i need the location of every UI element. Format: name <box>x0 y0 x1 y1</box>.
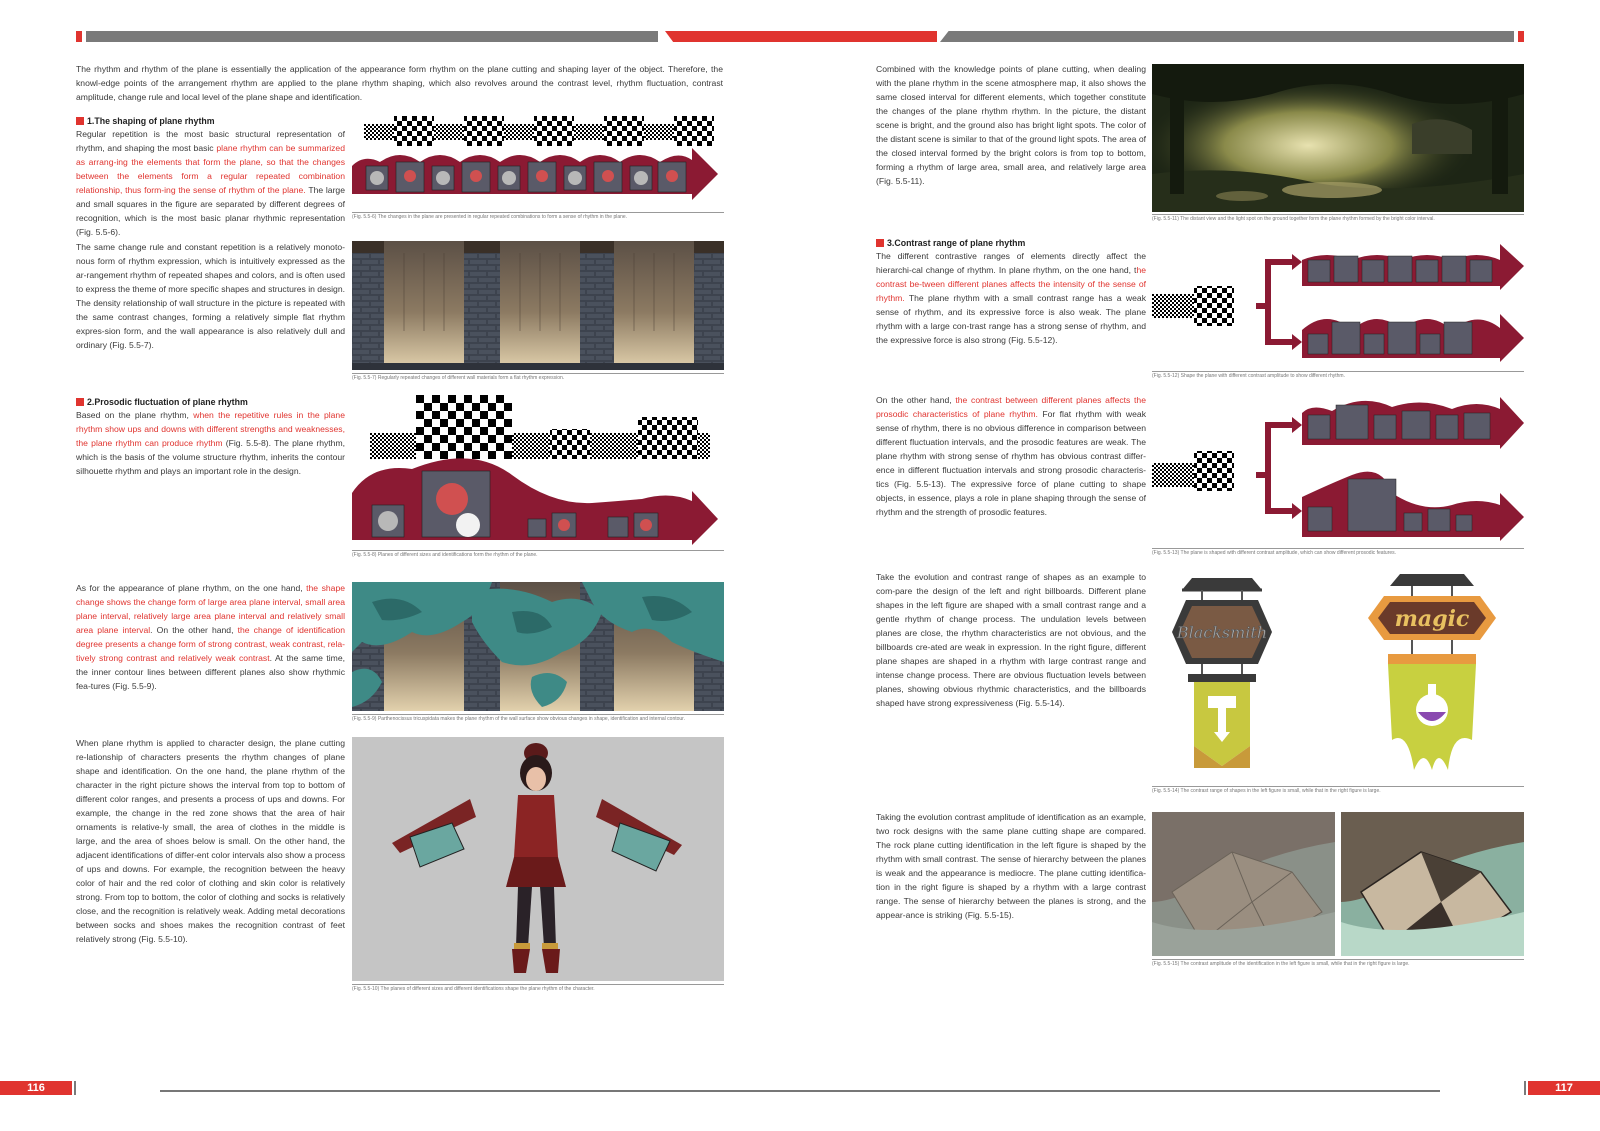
heading-marker-icon <box>76 117 84 125</box>
figure-5-5-9 <box>352 582 724 711</box>
section-heading-3: 3.Contrast range of plane rhythm <box>876 237 1025 249</box>
body-text: The large and small squares in the figure are separated by different degrees of recognition, which is the most basic planar rhythmic representation (Fig. 5.5-6). <box>76 185 345 237</box>
body-text: Taking the evolution contrast amplitude of identification as an example, two rock designs with the same plane cutting shape are compared. The rock plane cutting identification in the left figure is shaped by the rhythm with small contrast. The sense of hierarchy between the planes is weak and the appearance is mediocre. The plane cutting identifica-tion in the right figure is shaped by a rhythm with a large contrast range. The sense of hierarchy between the planes is strong, and the appear-ance is striking (Fig. 5.5-15). <box>876 812 1146 920</box>
paragraph-10 <box>876 810 1146 922</box>
caption-5-5-13: (Fig. 5.5-13) The plane is shaped with different contrast amplitude, which can show different prosodic features. <box>1152 548 1524 557</box>
caption-5-5-12: (Fig. 5.5-12) Shape the plane with different contrast amplitude to show different rhythm. <box>1152 371 1524 380</box>
body-text: Based on the plane rhythm, <box>76 410 194 420</box>
highlight-text: when the repetitive rules in the plane rhythm show ups and downs with different strengths and weaknesses, the plane rhythm can produce rhythm <box>76 410 345 448</box>
body-text: (Fig. 5.5-8). The plane rhythm, which is the basis of the volume structure rhythm, inherits the contour silhouette rhythm and plays an important role in the design. <box>76 438 345 476</box>
heading-marker-icon <box>876 239 884 247</box>
figure-5-5-8 <box>352 395 724 547</box>
highlight-text: the shape change shows the change form of large area plane interval, small area plane interval, relatively large area plane interval and relatively small area plane interval <box>76 583 346 635</box>
sign-right-text: magic <box>1394 606 1470 632</box>
top-bar-center <box>665 31 937 42</box>
top-accent-left <box>76 31 82 42</box>
body-text: . On the other hand, <box>150 625 238 635</box>
paragraph-1 <box>76 127 345 239</box>
paragraph-2 <box>76 240 345 352</box>
figure-5-5-13 <box>1152 393 1524 545</box>
figure-5-5-11 <box>1152 64 1524 212</box>
caption-5-5-9: (Fig. 5.5-9) Parthenocissus tricuspidata makes the plane rhythm of the wall surface show obvious changes in shape, identification and internal contour. <box>352 714 724 723</box>
paragraph-4 <box>76 581 345 693</box>
body-text: Combined with the knowledge points of plane cutting, when dealing with the plane rhythm in the scene atmosphere map, it also shows the same closed interval for different elements, which together constitute the changes of the plane rhythm rhythm. In the picture, the distant scene is bright, and the ground also has bright light spots. The color of the distant scene is similar to that of the ground light spots. The area of the closed interval formed by the bright colors is from top to bottom, forming a rhythm of large area, small area, and relatively large area (Fig. 5.5-11). <box>876 64 1146 186</box>
body-text: Regular repetition is the most basic structural representation of rhythm, and shaping the most basic <box>76 129 345 153</box>
footer-line <box>160 1090 1440 1092</box>
heading-marker-icon <box>76 398 84 406</box>
highlight-text: he contrast be-tween different planes affects the intensity of the sense of rhythm. <box>876 265 1146 303</box>
caption-5-5-6: (Fig. 5.5-6) The changes in the plane are presented in regular repeated combinations to form a sense of rhythm in the plane. <box>352 212 724 221</box>
body-text: On the other hand, <box>876 395 956 405</box>
paragraph-9 <box>876 570 1146 710</box>
paragraph-8 <box>876 393 1146 519</box>
page-number-left: 116 <box>0 1081 72 1095</box>
page-number-right: 117 <box>1528 1081 1600 1095</box>
figure-5-5-15-right <box>1341 812 1524 956</box>
body-text: . At the same time, the inner contour lines between different planes also show rhythmic fea-tures (Fig. 5.5-9). <box>76 653 345 691</box>
caption-5-5-7: (Fig. 5.5-7) Regularly repeated changes of different wall materials form a flat rhythm expression. <box>352 373 724 382</box>
figure-5-5-14 <box>1152 570 1524 784</box>
top-accent-right <box>1518 31 1524 42</box>
figure-5-5-12 <box>1152 238 1524 368</box>
paragraph-6 <box>876 62 1146 188</box>
figure-5-5-15-left <box>1152 812 1335 956</box>
body-text: When plane rhythm is applied to character design, the plane cutting re-lationship of characters presents the rhythm changes of plane shape and identification. On the one hand, the plane rhythm of the character in the right picture shows the interval from top to bottom of different color ranges, and presents a process of ups and downs. For example, the change in the red zone shows that the area of hair ornaments is relative-ly small, the area of clothes in the middle is large, and the area of shoes below is small. On the other hand, the adjacent identifications of differ-ent color intervals also show a process of ups and downs. For example, the recognition between the heavy color of hair and the red color of clothing and skin color is relatively strong. From top to bottom, the color of clothing and socks is relatively close, and the recognition is relatively weak. Adding metal decorations between socks and shoes makes the recognition contrast of feet relatively strong (Fig. 5.5-10). <box>76 738 345 944</box>
caption-5-5-11: (Fig. 5.5-11) The distant view and the light spot on the ground together form the plane rhythm formed by the bright color interval. <box>1152 214 1524 223</box>
highlight-text: plane rhythm can be summarized as arrang-ing the elements that form the plane, so that the changes between the elements form a regular repeated combination relationship, thus form-ing the sense of rhythm of the plane. <box>76 143 345 195</box>
body-text: The rhythm and rhythm of the plane is essentially the application of the appearance form rhythm on the plane cutting and shaping layer of the object. Therefore, the knowl-edge points of the arrangement rhythm are applied to the plane rhythm shaping, which also revolves around the contrast level, rhythm fluctuation, contrast amplitude, change rule and local level of the plane shape and identification. <box>76 64 723 102</box>
footer-tick-left <box>74 1081 76 1095</box>
section-heading-2: 2.Prosodic fluctuation of plane rhythm <box>76 396 248 408</box>
highlight-text: the contrast between different planes affects the prosodic characteristics of plane rhythm. <box>876 395 1146 419</box>
intro-paragraph <box>76 62 723 104</box>
paragraph-7 <box>876 249 1146 347</box>
highlight-text: the change of identification degree presents a change form of strong contrast, weak contrast, rela-tively strong contrast and relatively weak contrast <box>76 625 345 663</box>
caption-5-5-10: (Fig. 5.5-10) The planes of different sizes and different identifications shape the plane rhythm of the character. <box>352 984 724 993</box>
body-text: Take the evolution and contrast range of shapes as an example to com-pare the design of the left and right billboards. Different plane shapes in the left figure are shaped with a small contrast range and a gentle rhythm of change process. The undulation levels between planes are close, the rhythm characteristics are not obvious, and the billboards cre-ated are weak in expression. In the right figure, different plane shapes are shaped in a rhythm with large contrast range and intense change process. There are obvious fluctuation levels between planes, showing obvious rhythmic characteristics, and the billboards shaped have strong expressiveness (Fig. 5.5-14). <box>876 572 1146 708</box>
sign-left-text: Blacksmith <box>1176 623 1268 642</box>
figure-5-5-10 <box>352 737 724 981</box>
figure-5-5-6 <box>352 116 724 209</box>
figure-5-5-7 <box>352 241 724 370</box>
body-text: The same change rule and constant repetition is a relatively monoto-nous form of rhythm expression, which is intuitively expressed as the ar-rangement rhythm of repeated shapes and colors, and is often used to express the theme of more specific shapes and structures in design. The density relationship of wall structure in the picture is repeated with the same contrast changes, forming a relatively simple flat rhythm expres-sion form, and the wall appearance is also relatively dull and ordinary (Fig. 5.5-7). <box>76 242 345 350</box>
caption-5-5-8: (Fig. 5.5-8) Planes of different sizes and identifications form the rhythm of the plane. <box>352 550 724 559</box>
caption-5-5-15: (Fig. 5.5-15) The contrast amplitude of the identification in the left figure is small, while that in the right figure is large. <box>1152 959 1524 968</box>
paragraph-5 <box>76 736 345 946</box>
body-text: The different contrastive ranges of elements directly affect the hierarchi-cal change of rhythm. In plane rhythm, on the one hand, t <box>876 251 1146 275</box>
body-text: The plane rhythm with a small contrast range has a weak sense of rhythm, and its expressive force is also weak. The plane rhythm with a large con-trast range has a strong sense of rhythm, and the expressive force is also strong (Fig. 5.5-12). <box>876 293 1146 345</box>
top-bar-right <box>940 31 1514 42</box>
section-heading-1: 1.The shaping of plane rhythm <box>76 115 215 127</box>
top-bar-left <box>86 31 658 42</box>
caption-5-5-14: (Fig. 5.5-14) The contrast range of shapes in the left figure is small, while that in the right figure is large. <box>1152 786 1524 795</box>
paragraph-3 <box>76 408 345 478</box>
footer-tick-right <box>1524 1081 1526 1095</box>
body-text: For flat rhythm with weak sense of rhythm, there is no obvious difference in comparison between different fluctuation intervals, and the prosodic features are weak. The plane rhythm with strong sense of rhythm has obvious contrast differ-ence in different fluctuation intervals and strong prosodic characteris-tics (Fig. 5.5-13). The expressive force of plane cutting to shape objects, in essence, plays a role in plane shaping through the sense of rhythm and the strength of prosodic features. <box>876 409 1146 517</box>
body-text: As for the appearance of plane rhythm, on the one hand, <box>76 583 307 593</box>
